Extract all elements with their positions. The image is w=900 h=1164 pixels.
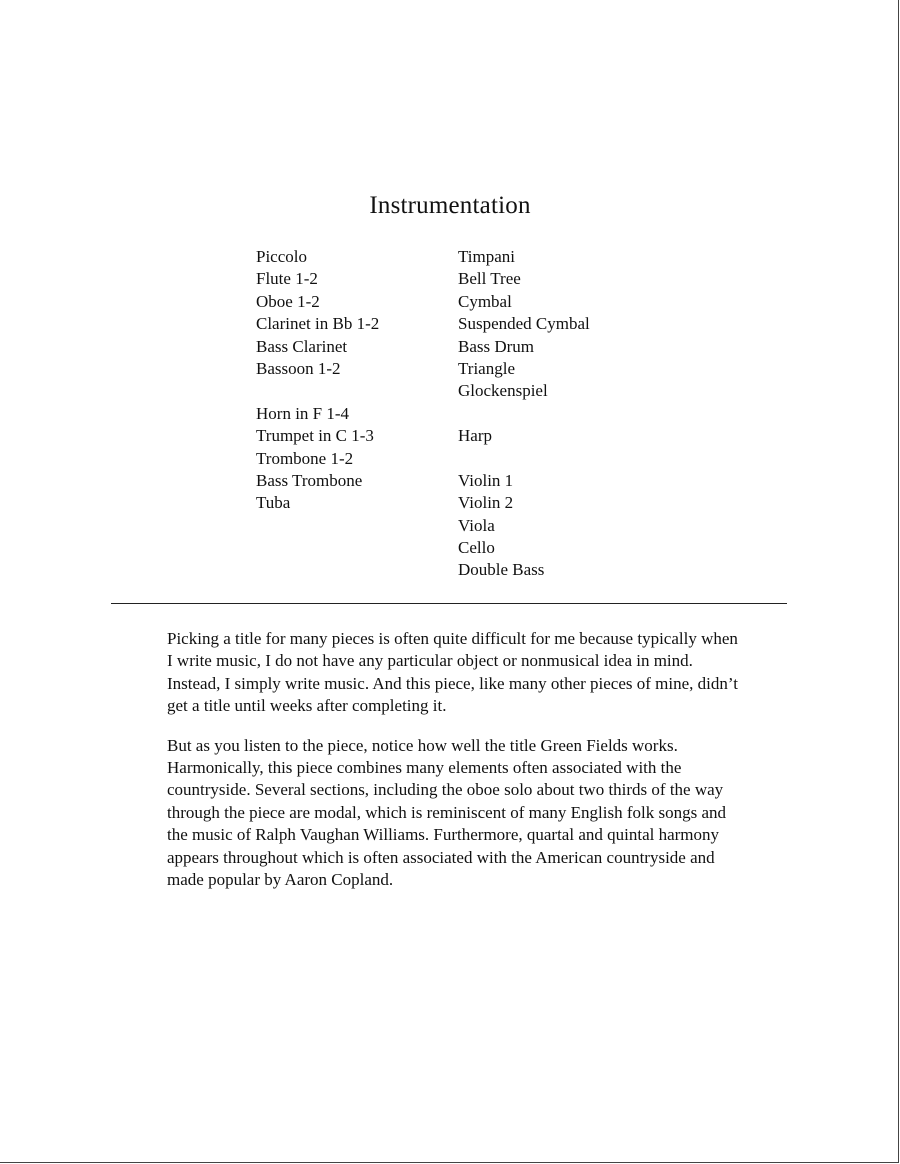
- section-divider: [111, 603, 787, 604]
- instrument-item: Double Bass: [458, 560, 545, 580]
- instrument-item: Clarinet in Bb 1-2: [256, 314, 380, 334]
- program-note-paragraph: But as you listen to the piece, notice how well the title Green Fields works. Harmonically, this piece combines many elements often associated with the countryside. Several sections, including the oboe solo about two thirds of the way through the piece are modal, which is reminiscent of many English folk songs and the music of Ralph Vaughan Williams. Furthermore, quartal and quintal harmony appears throughout which is often associated with the American countryside and made popular by Aaron Copland.: [167, 735, 726, 890]
- group-spacer: [458, 403, 590, 425]
- instrument-item: Trombone 1-2: [256, 448, 354, 468]
- page-title: Instrumentation: [369, 192, 531, 219]
- instrument-item: Bassoon 1-2: [256, 358, 341, 378]
- instrument-item: Bass Drum: [458, 336, 535, 356]
- instrument-item: Oboe 1-2: [256, 291, 320, 311]
- instrument-item: Bass Trombone: [256, 470, 363, 490]
- instrument-item: Flute 1-2: [256, 269, 318, 289]
- instrument-item: Timpani: [458, 247, 516, 266]
- group-spacer: [458, 448, 590, 470]
- instrument-item: Trumpet in C 1-3: [256, 426, 374, 446]
- instrument-item: Triangle: [458, 358, 515, 378]
- instrument-list-right: [458, 246, 590, 582]
- instrument-item: Bass Clarinet: [256, 336, 348, 356]
- program-note-paragraph: Picking a title for many pieces is often quite difficult for me because typically when I write music, I do not have any particular object or nonmusical idea in mind. Instead, I simply write music. And this piece, like many other pieces of mine, didn’t get a title until weeks after completing it.: [167, 629, 738, 716]
- instrument-item: Piccolo: [256, 247, 307, 266]
- instrument-item: Bell Tree: [458, 269, 521, 289]
- group-spacer: [256, 380, 379, 402]
- instrument-item: Cymbal: [458, 291, 512, 311]
- instrument-item: Tuba: [256, 493, 291, 513]
- instrument-item: Harp: [458, 426, 492, 446]
- instrument-item: Suspended Cymbal: [458, 314, 590, 334]
- program-notes: [167, 628, 747, 908]
- instrument-item: Violin 1: [458, 470, 514, 490]
- instrument-item: Horn in F 1-4: [256, 403, 350, 423]
- instrument-item: Glockenspiel: [458, 381, 548, 401]
- instrument-list-left: [256, 246, 379, 515]
- instrument-item: Cello: [458, 538, 495, 558]
- instrument-item: Violin 2: [458, 493, 514, 513]
- instrument-item: Viola: [458, 515, 495, 535]
